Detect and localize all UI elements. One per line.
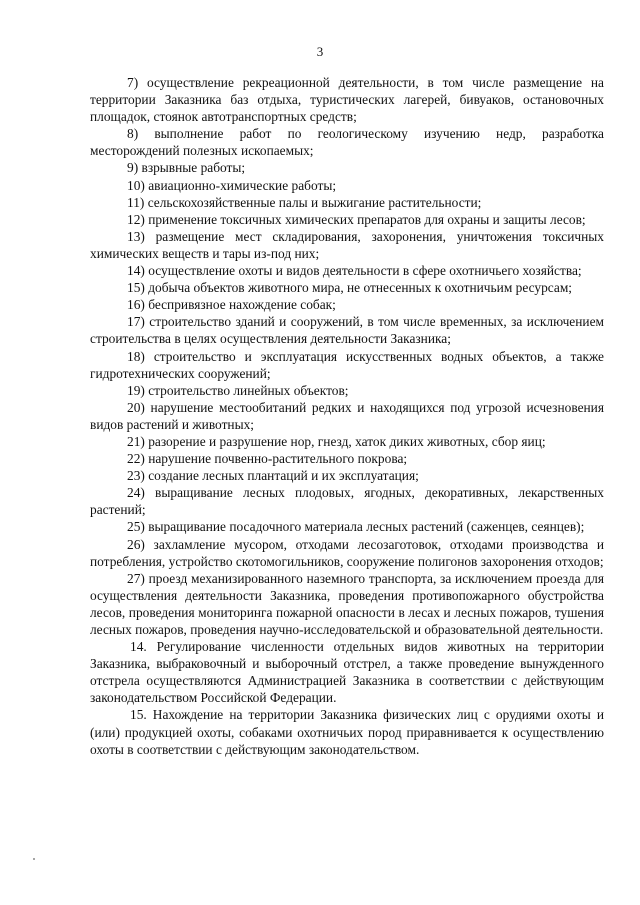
- list-item-25: 25) выращивание посадочного материала лесных растений (саженцев, сеянцев);: [127, 519, 585, 535]
- section-14-paragraph: 14. Регулирование численности отдельных видов животных на территории Заказника, выбраковочный и выборочный отстрел, а также проведение вынужденного отстрела осуществляются Администрацией Заказника в соответствии с действующим законодательством Российской Федерации.: [90, 639, 604, 706]
- list-item-10: 10) авиационно-химические работы;: [127, 177, 337, 193]
- list-item-12: 12) применение токсичных химических препаратов для охраны и защиты лесов;: [127, 211, 586, 227]
- list-item-15: 15) добыча объектов животного мира, не отнесенных к охотничьим ресурсам;: [127, 280, 573, 296]
- list-item-7: 7) осуществление рекреационной деятельности, в том числе размещение на территории Заказника баз отдыха, туристических лагерей, бивуаков, остановочных площадок, стоянок автотранспортных средств;: [90, 75, 604, 125]
- section-15-paragraph: 15. Нахождение на территории Заказника физических лиц с орудиями охоты и (или) продукцией охоты, собаками охотничьих пород приравнивается к осуществлению охоты в соответствии с действующим законодательством.: [90, 707, 604, 757]
- page-number: 3: [316, 44, 324, 59]
- list-item-22: 22) нарушение почвенно-растительного покрова;: [127, 451, 408, 467]
- scan-artifact: [33, 858, 35, 860]
- list-item-16: 16) беспривязное нахождение собак;: [127, 297, 336, 313]
- list-item-24: 24) выращивание лесных плодовых, ягодных, декоративных, лекарственных растений;: [90, 485, 604, 518]
- document-body: [90, 74, 604, 758]
- list-item-13: 13) размещение мест складирования, захоронения, уничтожения токсичных химических веществ и тары из-под них;: [90, 228, 604, 261]
- list-item-14: 14) осуществление охоты и видов деятельности в сфере охотничьего хозяйства;: [127, 263, 582, 279]
- list-item-19: 19) строительство линейных объектов;: [127, 382, 349, 398]
- list-item-9: 9) взрывные работы;: [127, 160, 246, 176]
- list-item-21: 21) разорение и разрушение нор, гнезд, хаток диких животных, сбор яиц;: [127, 433, 546, 449]
- list-item-11: 11) сельскохозяйственные палы и выжигание растительности;: [127, 194, 482, 210]
- list-item-18: 18) строительство и эксплуатация искусственных водных объектов, а также гидротехнических сооружений;: [90, 348, 604, 381]
- list-item-20: 20) нарушение местообитаний редких и находящихся под угрозой исчезновения видов растений и животных;: [90, 399, 604, 432]
- list-item-17: 17) строительство зданий и сооружений, в том числе временных, за исключением строительства в целях осуществления деятельности Заказника;: [90, 314, 604, 347]
- list-item-27: 27) проезд механизированного наземного транспорта, за исключением проезда для осуществления деятельности Заказника, проведения противопожарного обустройства лесов, проведения мониторинга пожарной опасности в лесах и лесных пожаров, тушения лесных пожаров, проведения научно-исследовательской и образовательной деятельности.: [90, 570, 604, 637]
- list-item-8: 8) выполнение работ по геологическому изучению недр, разработка месторождений полезных ископаемых;: [90, 126, 604, 159]
- list-item-23: 23) создание лесных плантаций и их эксплуатация;: [127, 468, 419, 484]
- list-item-26: 26) захламление мусором, отходами лесозаготовок, отходами производства и потребления, устройство скотомогильников, сооружение полигонов захоронения отходов;: [90, 536, 604, 569]
